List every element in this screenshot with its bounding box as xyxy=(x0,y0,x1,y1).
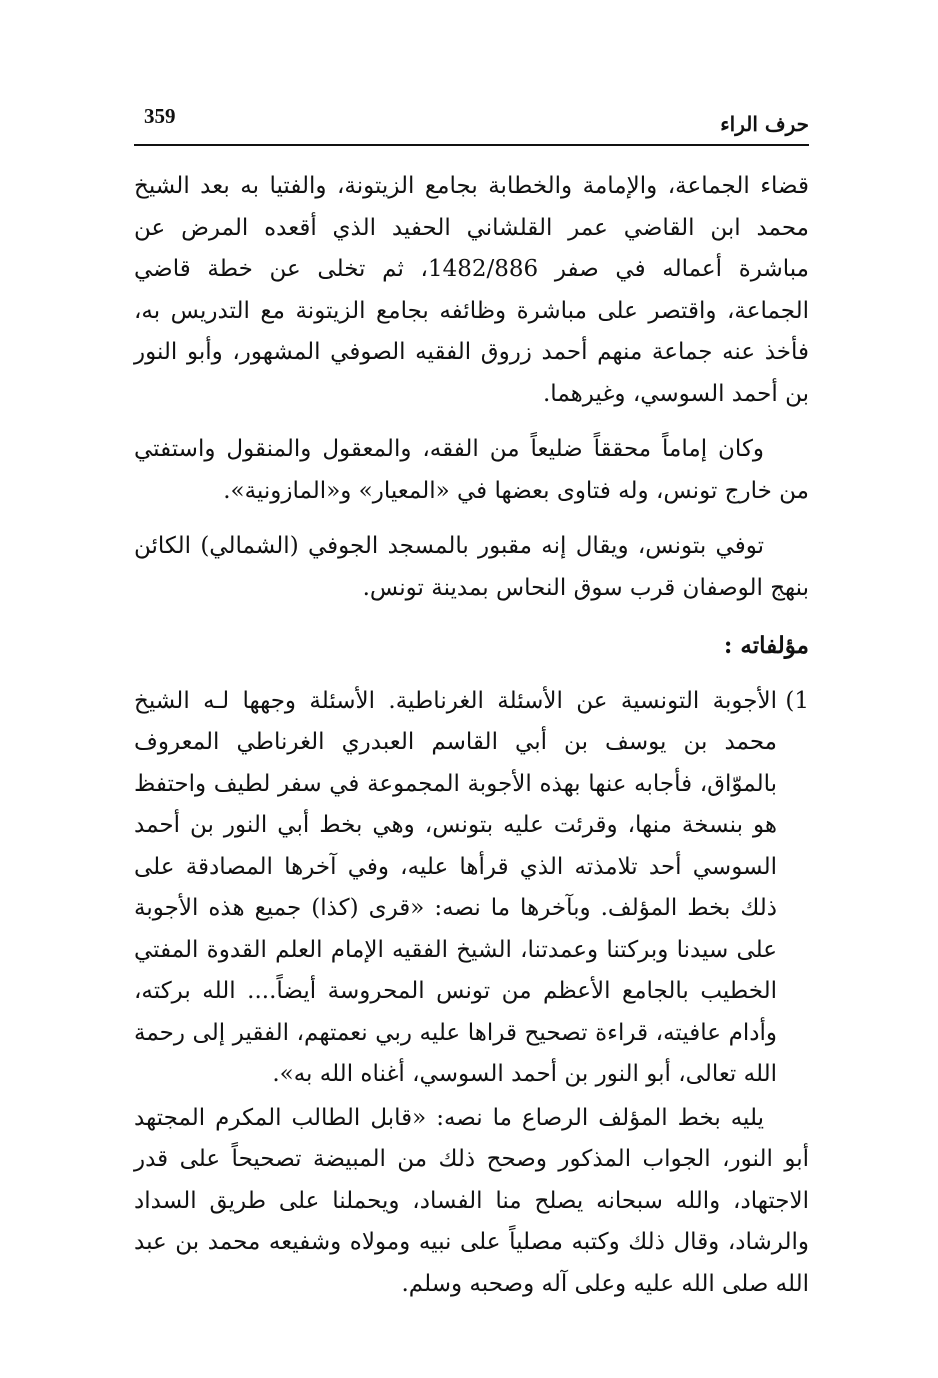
item-number: 1) xyxy=(785,687,809,714)
item-text: الأجوبة التونسية عن الأسئلة الغرناطية. الأسئلة وجهها لـه الشيخ محمد بن يوسف بن أبي القاسم العبدري الغرناطي المعروف بالموّاق، فأجابه عنها بهذه الأجوبة المجموعة في سفر لطيف واحتفظ هو بنسخة منها، وقرئت عليه بتونس، وهي بخط أبي النور بن أحمد السوسي أحد تلامذته الذي قرأها عليه، وفي آخرها المصادقة على ذلك بخط المؤلف. وبآخرها ما نصه: «قرى (كذا) جميع هذه الأجوبة على سيدنا وبركتنا وعمدتنا، الشيخ الفقيه الإمام العلم القدوة المفتي الخطيب بالجامع الأعظم من تونس المحروسة أيضاً.... الله بركته، وأدام عافيته، قراءة تصحيح قراها عليه ربي نعمتهم، الفقير إلى رحمة الله تعالى، أبو النور بن أحمد السوسي، أغناه الله به». xyxy=(134,687,777,1087)
page-body xyxy=(134,166,809,1305)
paragraph-scholarship: وكان إماماً محققاً ضليعاً من الفقه، والمعقول والمنقول واستفتي من خارج تونس، وله فتاوى بعضها في «المعيار» و«المازونية». xyxy=(134,436,809,504)
page-number: 359 xyxy=(144,104,176,128)
page-header xyxy=(134,100,809,146)
paragraph-death: توفي بتونس، ويقال إنه مقبور بالمسجد الجوفي (الشمالي) الكائن بنهج الوصفان قرب سوق النحاس بمدينة تونس. xyxy=(134,533,809,601)
item-followup: يليه بخط المؤلف الرصاع ما نصه: «قابل الطالب المكرم المجتهد أبو النور، الجواب المذكور وصحح ذلك من المبيضة تصحيحاً على قدر الاجتهاد، والله سبحانه يصلح منا الفساد، ويحملنا على طريق السداد والرشاد، وقال ذلك وكتبه مصلياً على نبيه ومولاه وشفيعه محمد بن عبد الله صلى الله عليه وعلى آله وصحبه وسلم. xyxy=(134,1104,809,1297)
works-list-item xyxy=(134,681,809,1096)
works-heading: مؤلفاته : xyxy=(723,632,809,659)
running-title: حرف الراء xyxy=(720,112,809,136)
paragraph-career: قضاء الجماعة، والإمامة والخطابة بجامع الزيتونة، والفتيا به بعد الشيخ محمد ابن القاضي عمر القلشاني الحفيد الذي أقعده المرض عن مباشرة أعماله في صفر 1482/886، ثم تخلى عن خطة قاضي الجماعة، واقتصر على مباشرة وظائفه بجامع الزيتونة مع التدريس به، فأخذ عنه جماعة منهم أحمد زروق الفقيه الصوفي المشهور، وأبو النور بن أحمد السوسي، وغيرهما. xyxy=(134,173,809,407)
